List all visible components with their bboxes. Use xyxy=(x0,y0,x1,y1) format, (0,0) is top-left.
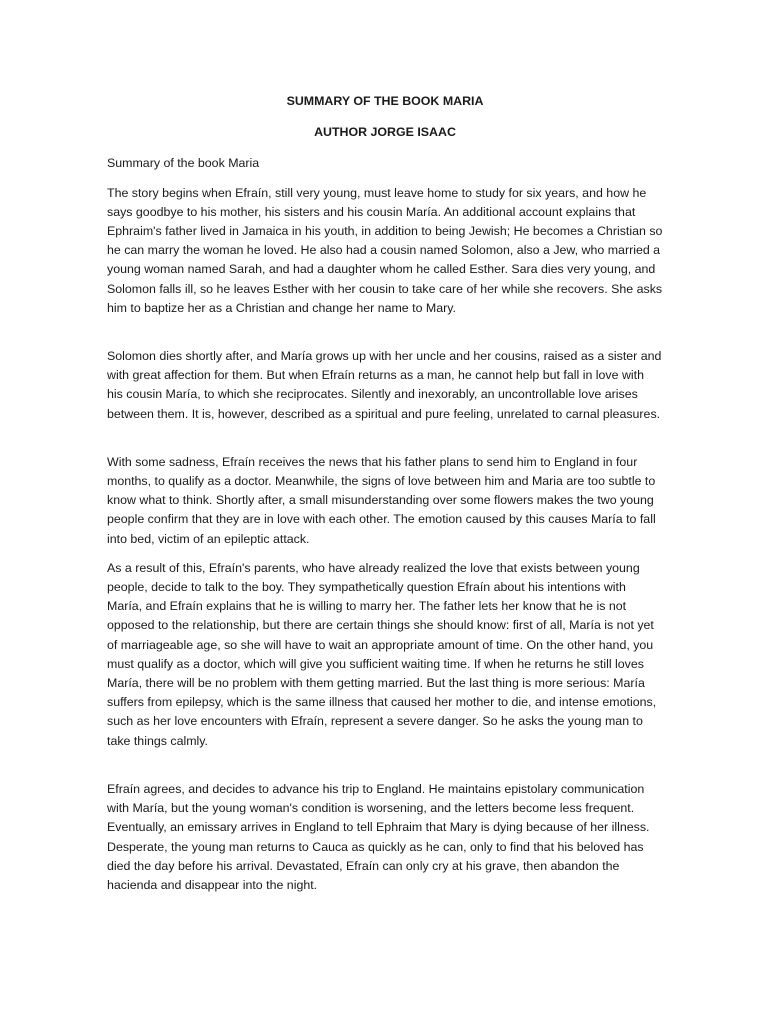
author-line: AUTHOR JORGE ISAAC xyxy=(314,125,456,140)
intro-line: Summary of the book Maria xyxy=(107,156,260,171)
document-page xyxy=(107,92,663,895)
document-title: SUMMARY OF THE BOOK MARIA xyxy=(286,94,484,108)
paragraph-2: Solomon dies shortly after, and María grows up with her uncle and her cousins, raised as a sister and with great affection for them. But when Efraín returns as a man, he cannot help but fall in love with his cousin María, to which she reciprocates. Silently and inexorably, an uncontrollable love arises between them. It is, however, described as a spiritual and pure feeling, unrelated to carnal pleasures. xyxy=(107,349,662,421)
paragraph-4: As a result of this, Efraín's parents, who have already realized the love that exists between young people, decide to talk to the boy. They sympathetically question Efraín about his intentions with María, and Efraín explains that he is willing to marry her. The father lets her know that he is not opposed to the relationship, but there are certain things she should know: first of all, María is not yet of marriageable age, so she will have to wait an appropriate amount of time. On the other hand, you must qualify as a doctor, which will give you sufficient waiting time. If when he returns he still loves María, there will be no problem with them getting married. But the last thing is more serious: María suffers from epilepsy, which is the same illness that caused her mother to die, and intense emotions, such as her love encounters with Efraín, represent a severe danger. So he asks the young man to take things calmly. xyxy=(107,560,657,748)
paragraph-1: The story begins when Efraín, still very young, must leave home to study for six years, and how he says goodbye to his mother, his sisters and his cousin María. An additional account explains that Ephraim's father lived in Jamaica in his youth, in addition to being Jewish; He becomes a Christian so he can marry the woman he loved. He also had a cousin named Solomon, also a Jew, who married a young woman named Sarah, and had a daughter whom he called Esther. Sara dies very young, and Solomon falls ill, so he leaves Esther with her cousin to take care of her while she recovers. She asks him to baptize her as a Christian and change her name to Mary. xyxy=(107,185,663,315)
paragraph-3: With some sadness, Efraín receives the news that his father plans to send him to England in four months, to qualify as a doctor. Meanwhile, the signs of love between him and Maria are too subtle to know what to think. Shortly after, a small misunderstanding over some flowers makes the two young people confirm that they are in love with each other. The emotion caused by this causes María to fall into bed, victim of an epileptic attack. xyxy=(107,454,656,546)
paragraph-5: Efraín agrees, and decides to advance his trip to England. He maintains epistolary communication with María, but the young woman's condition is worsening, and the letters become less frequent. Eventually, an emissary arrives in England to tell Ephraim that Mary is dying because of her illness. Desperate, the young man returns to Cauca as quickly as he can, only to find that his beloved has died the day before his arrival. Devastated, Efraín can only cry at his grave, then abandon the hacienda and disappear into the night. xyxy=(107,781,650,892)
